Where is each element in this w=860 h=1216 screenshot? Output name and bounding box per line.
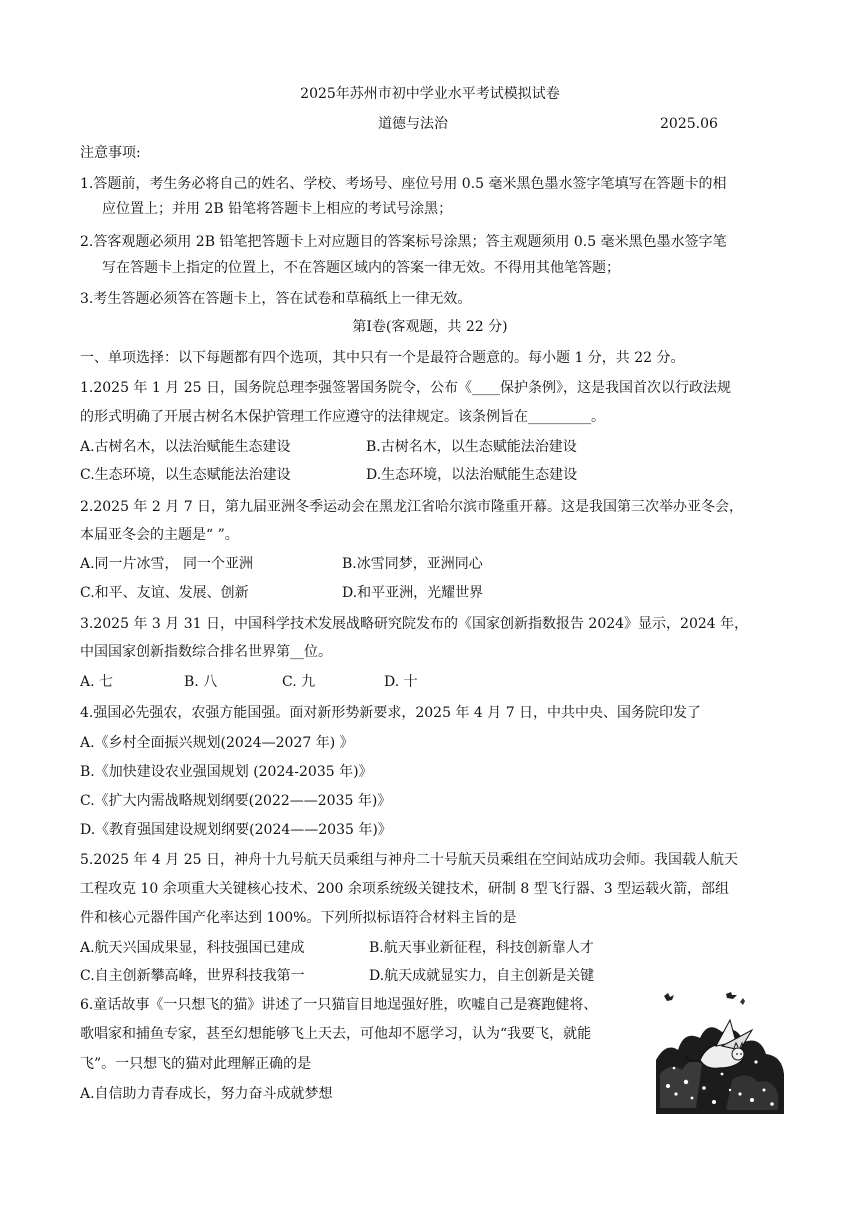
q1-option-a: A.古树名木，以法治赋能生态建设 <box>80 439 291 455</box>
q1-option-c: C.生态环境，以生态赋能法治建设 <box>80 467 291 483</box>
q5-line-2: 工程攻克 10 余项重大关键核心技术、200 余项系统级关键技术，研制 8 型飞行器、3 型运载火箭，部组 <box>80 881 730 897</box>
note-2-line-1: 2.答客观题必须用 2B 铅笔把答题卡上对应题目的答案标号涂黑；答主观题须用 0.5 毫米黑色墨水签字笔 <box>80 234 727 250</box>
section-title: 第Ⅰ卷(客观题，共 22 分) <box>352 319 508 335</box>
q1-option-b: B.古树名木，以生态赋能法治建设 <box>366 439 577 455</box>
exam-title: 2025年苏州市初中学业水平考试模拟试卷 <box>300 86 560 102</box>
q6-option-a: A.自信助力青春成长，努力奋斗成就梦想 <box>80 1086 333 1102</box>
q2-option-d: D.和平亚洲，光耀世界 <box>342 585 484 601</box>
flying-cat-illustration <box>656 990 784 1114</box>
note-2-line-2: 写在答题卡上指定的位置上，不在答题区域内的答案一律无效。不得用其他笔答题； <box>102 260 620 276</box>
q4-option-a: A.《乡村全面振兴规划(2024—2027 年) 》 <box>80 735 354 751</box>
section-instruction: 一、单项选择：以下每题都有四个选项，其中只有一个是最符合题意的。每小题 1 分，共 22 分。 <box>80 350 685 366</box>
q5-line-1: 5.2025 年 4 月 25 日，神舟十九号航天员乘组与神舟二十号航天员乘组在空间站成功会师。我国载人航天 <box>80 852 738 868</box>
q6-line-3: 飞”。一只想飞的猫对此理解正确的是 <box>80 1056 312 1072</box>
q5-line-3: 件和核心元器件国产化率达到 100%。下列所拟标语符合材料主旨的是 <box>80 910 517 926</box>
q2-option-a: A.同一片冰雪， 同一个亚洲 <box>80 556 254 572</box>
q4-option-d: D.《教育强国建设规划纲要(2024——2035 年)》 <box>80 822 392 838</box>
q3-line-1: 3.2025 年 3 月 31 日，中国科学技术发展战略研究院发布的《国家创新指数报告 2024》显示，2024 年， <box>80 616 749 632</box>
q5-option-c: C.自主创新攀高峰，世界科技我第一 <box>80 968 305 984</box>
q6-line-2: 歌唱家和捕鱼专家，甚至幻想能够飞上天去，可他却不愿学习，认为“我要飞，就能 <box>80 1026 592 1042</box>
q2-line-2: 本届亚冬会的主题是“ ”。 <box>80 527 239 543</box>
note-1-line-1: 1.答题前，考生务必将自己的姓名、学校、考场号、座位号用 0.5 毫米黑色墨水签字笔填写在答题卡的相 <box>80 176 727 192</box>
exam-date: 2025.06 <box>660 116 718 132</box>
q5-option-d: D.航天成就显实力，自主创新是关键 <box>369 968 595 984</box>
q3-option-a: A. 七 <box>80 674 114 690</box>
q1-line-2: 的形式明确了开展古树名木保护管理工作应遵守的法律规定。该条例旨在_________。 <box>80 409 605 425</box>
q4-option-b: B.《加快建设农业强国规划 (2024-2035 年)》 <box>80 764 373 780</box>
q1-line-1: 1.2025 年 1 月 25 日，国务院总理李强签署国务院令，公布《____保护条例》，这是我国首次以行政法规 <box>80 380 731 396</box>
q4-option-c: C.《扩大内需战略规划纲要(2022——2035 年)》 <box>80 793 392 809</box>
q5-option-a: A.航天兴国成果显，科技强国已建成 <box>80 940 305 956</box>
q1-option-d: D.生态环境，以法治赋能生态建设 <box>366 467 578 483</box>
q4-line-1: 4.强国必先强农，农强方能国强。面对新形势新要求，2025 年 4 月 7 日，中共中央、国务院印发了 <box>80 705 702 721</box>
q3-option-c: C. 九 <box>282 674 316 690</box>
notes-heading: 注意事项: <box>80 145 141 161</box>
q5-option-b: B.航天事业新征程，科技创新靠人才 <box>369 940 594 956</box>
q3-option-b: B. 八 <box>184 674 218 690</box>
q2-option-b: B.冰雪同梦，亚洲同心 <box>342 556 483 572</box>
note-1-line-2: 应位置上；并用 2B 铅笔将答题卡上相应的考试号涂黑； <box>102 201 453 217</box>
q2-line-1: 2.2025 年 2 月 7 日，第九届亚洲冬季运动会在黑龙江省哈尔滨市隆重开幕。这是我国第三次举办亚冬会， <box>80 499 744 515</box>
q6-line-1: 6.童话故事《一只想飞的猫》讲述了一只猫盲目地逞强好胜，吹嘘自己是赛跑健将、 <box>80 997 598 1013</box>
exam-subject: 道德与法治 <box>378 116 448 132</box>
note-3-line-1: 3.考生答题必须答在答题卡上，答在试卷和草稿纸上一律无效。 <box>80 291 472 307</box>
q3-line-2: 中国国家创新指数综合排名世界第__位。 <box>80 644 332 660</box>
q3-option-d: D. 十 <box>384 674 418 690</box>
q2-option-c: C.和平、友谊、发展、创新 <box>80 585 249 601</box>
